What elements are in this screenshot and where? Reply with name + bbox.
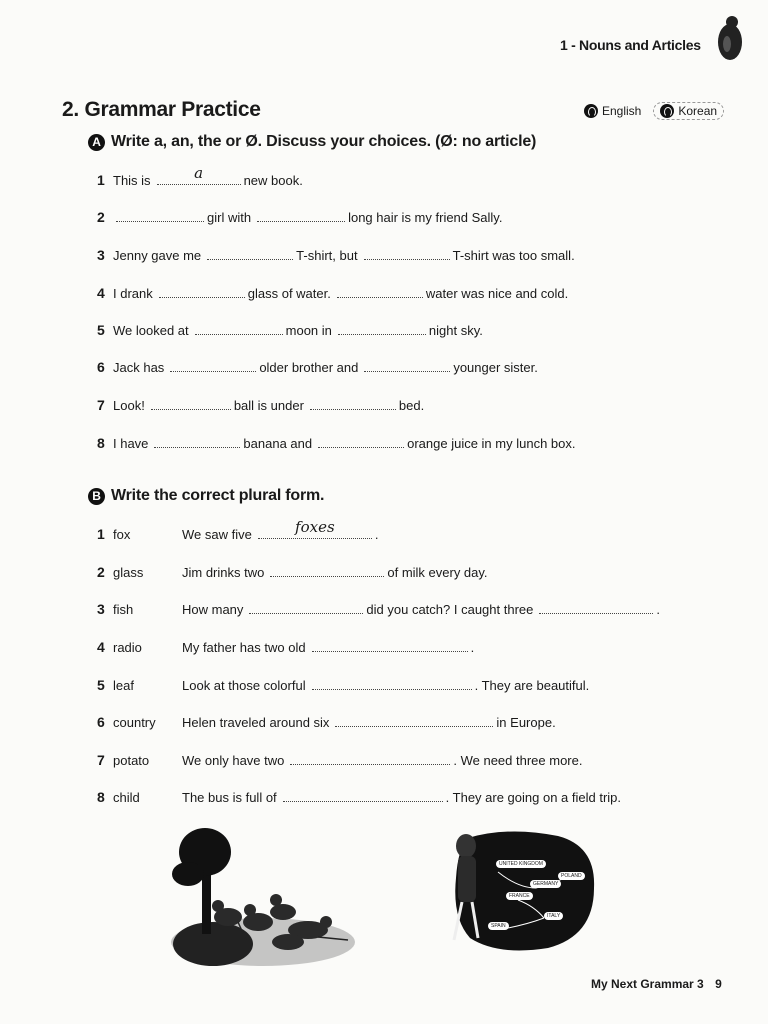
item-number: 8 <box>97 789 105 805</box>
sentence-text: T-shirt was too small. <box>452 248 575 263</box>
sentence-text: bed. <box>398 398 425 413</box>
item-number: 6 <box>97 714 105 730</box>
sentence-text: . <box>470 640 475 655</box>
sentence-text: This is <box>113 173 151 188</box>
answer-blank[interactable] <box>318 435 404 448</box>
sentence-text: How many <box>182 602 244 617</box>
sentence-text: younger sister. <box>453 360 538 375</box>
sentence-text: My father has two old <box>182 640 306 655</box>
sentence-text: . They are beautiful. <box>474 678 590 693</box>
korean-label: Korean <box>678 104 718 118</box>
sentence-text: night sky. <box>428 323 483 338</box>
answer-blank[interactable] <box>249 601 363 614</box>
sentence-text: . We need three more. <box>453 753 583 768</box>
exercise-b-row <box>97 714 559 730</box>
item-number: 2 <box>97 209 105 225</box>
answer-blank[interactable] <box>270 564 384 577</box>
korean-audio-button[interactable] <box>653 102 724 120</box>
answer-blank[interactable] <box>170 359 256 372</box>
answer-blank[interactable] <box>338 322 426 335</box>
sentence-text: did you catch? I caught three <box>366 602 534 617</box>
answer-blank[interactable] <box>337 285 423 298</box>
exercise-b-row <box>97 789 624 805</box>
exercise-b-row <box>97 677 592 693</box>
sentence-text: T-shirt, but <box>296 248 358 263</box>
sentence-text: We saw five <box>182 527 252 542</box>
exercise-b-row <box>97 601 663 617</box>
exercise-a-row <box>97 285 571 301</box>
answer-blank[interactable] <box>195 322 283 335</box>
item-number: 8 <box>97 435 105 451</box>
sentence-text: . <box>656 602 660 617</box>
sentence-text: I drank <box>113 286 153 301</box>
page-number: 9 <box>715 977 722 991</box>
base-word: leaf <box>113 678 134 693</box>
exercise-a-row <box>97 435 578 451</box>
answer-blank[interactable] <box>258 518 372 539</box>
exercise-a-row <box>97 322 486 338</box>
map-label: POLAND <box>558 872 585 880</box>
map-label: ITALY <box>544 912 563 920</box>
section-b-heading <box>88 487 324 505</box>
answer-blank[interactable] <box>312 639 468 652</box>
sentence-text: I have <box>113 436 149 451</box>
sentence-text: new book. <box>243 173 303 188</box>
answer-blank[interactable] <box>312 677 472 690</box>
exercise-a-row <box>97 397 427 413</box>
sentence-text: Helen traveled around six <box>182 715 330 730</box>
map-label: FRANCE <box>506 892 533 900</box>
sentence-text: in Europe. <box>496 715 556 730</box>
item-number: 6 <box>97 359 105 375</box>
sentence-text: long hair is my friend Sally. <box>348 210 503 225</box>
sentence-text: girl with <box>207 210 252 225</box>
answer-blank[interactable] <box>335 714 493 727</box>
sentence-text: . They are going on a field trip. <box>445 790 622 805</box>
answer-blank[interactable] <box>364 359 450 372</box>
base-word: child <box>113 790 140 805</box>
handwritten-answer: a <box>194 164 204 182</box>
answer-blank[interactable] <box>539 601 653 614</box>
section-b-instruction: Write the correct plural form. <box>111 487 325 504</box>
item-number: 5 <box>97 677 105 693</box>
item-number: 7 <box>97 397 105 413</box>
foxes-illustration <box>168 822 358 970</box>
page-title: 2. Grammar Practice <box>62 98 261 121</box>
item-number: 2 <box>97 564 105 580</box>
base-word: fox <box>113 527 131 542</box>
sentence-text: glass of water. <box>247 286 331 301</box>
sentence-text: Look! <box>113 398 145 413</box>
base-word: potato <box>113 753 150 768</box>
sentence-text: of milk every day. <box>387 565 488 580</box>
item-number: 1 <box>97 526 105 542</box>
sentence-text: orange juice in my lunch box. <box>407 436 576 451</box>
sentence-text: The bus is full of <box>182 790 277 805</box>
sentence-text: We only have two <box>182 753 285 768</box>
section-a-badge: A <box>88 134 105 151</box>
exercise-b-row <box>97 752 585 768</box>
section-a-heading <box>88 133 536 151</box>
audio-controls <box>584 102 724 120</box>
sentence-text: Jack has <box>113 360 165 375</box>
answer-blank[interactable] <box>151 397 231 410</box>
handwritten-answer: foxes <box>295 518 335 536</box>
base-word: country <box>113 715 156 730</box>
answer-blank[interactable] <box>310 397 396 410</box>
item-number: 4 <box>97 285 105 301</box>
map-label: UNITED KINGDOM <box>496 860 546 868</box>
chapter-header: 1 - Nouns and Articles <box>560 37 701 53</box>
item-number: 1 <box>97 172 105 188</box>
exercise-b-row <box>97 564 491 580</box>
exercise-a-row <box>97 247 578 263</box>
sentence-text: water was nice and cold. <box>425 286 569 301</box>
exercise-a-row <box>97 209 505 225</box>
exercise-b-row <box>97 518 381 542</box>
exercise-a-row <box>97 164 306 188</box>
base-word: fish <box>113 602 134 617</box>
map-label: GERMANY <box>530 880 561 888</box>
sentence-text: . <box>374 527 379 542</box>
answer-blank[interactable] <box>116 209 204 222</box>
answer-blank[interactable] <box>157 164 241 185</box>
item-number: 3 <box>97 247 105 263</box>
page-footer <box>591 977 722 991</box>
answer-blank[interactable] <box>283 789 443 802</box>
sentence-text: older brother and <box>259 360 359 375</box>
map-label: SPAIN <box>488 922 509 930</box>
answer-blank[interactable] <box>159 285 245 298</box>
section-b-badge: B <box>88 488 105 505</box>
sentence-text: Jim drinks two <box>182 565 265 580</box>
answer-blank[interactable] <box>257 209 345 222</box>
answer-blank[interactable] <box>290 752 450 765</box>
sentence-text: banana and <box>243 436 313 451</box>
answer-blank[interactable] <box>154 435 240 448</box>
sentence-text: moon in <box>285 323 332 338</box>
section-a-instruction: Write a, an, the or Ø. Discuss your choices. (Ø: no article) <box>111 133 537 150</box>
play-english-icon[interactable] <box>584 104 598 118</box>
answer-blank[interactable] <box>207 247 293 260</box>
base-word: glass <box>113 565 144 580</box>
chapter-mascot-icon <box>714 14 746 64</box>
item-number: 3 <box>97 601 105 617</box>
exercise-a-row <box>97 359 541 375</box>
item-number: 7 <box>97 752 105 768</box>
item-number: 5 <box>97 322 105 338</box>
book-title: My Next Grammar 3 <box>591 977 704 991</box>
english-label[interactable]: English <box>602 104 642 118</box>
sentence-text: Look at those colorful <box>182 678 306 693</box>
sentence-text: We looked at <box>113 323 189 338</box>
play-korean-icon <box>660 104 674 118</box>
sentence-text: ball is under <box>233 398 304 413</box>
sentence-text: Jenny gave me <box>113 248 202 263</box>
base-word: radio <box>113 640 142 655</box>
answer-blank[interactable] <box>364 247 450 260</box>
exercise-b-row <box>97 639 477 655</box>
travel-map-illustration <box>448 828 598 956</box>
item-number: 4 <box>97 639 105 655</box>
